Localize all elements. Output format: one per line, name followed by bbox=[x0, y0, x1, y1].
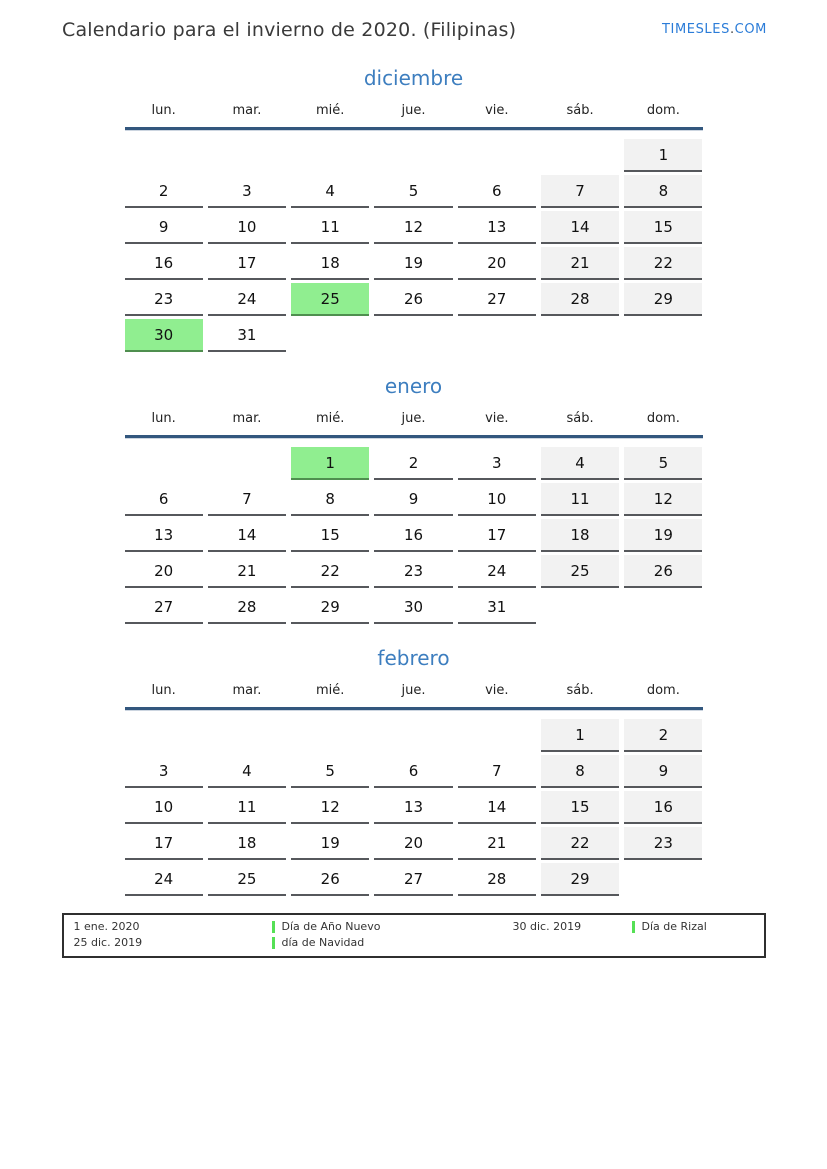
weekday-label: sáb. bbox=[566, 683, 594, 698]
day-cell: 15 bbox=[624, 211, 702, 244]
day-cell: 27 bbox=[125, 591, 203, 624]
day-cell: 16 bbox=[125, 247, 203, 280]
day-cell: 27 bbox=[374, 863, 452, 896]
day-cell: 27 bbox=[458, 283, 536, 316]
month-diciembre bbox=[125, 66, 703, 352]
weekday-label: mié. bbox=[316, 683, 345, 698]
day-cell: 11 bbox=[291, 211, 369, 244]
holiday-marker-icon bbox=[632, 921, 635, 933]
month-title: diciembre bbox=[363, 66, 464, 90]
day-cell: 2 bbox=[624, 719, 702, 752]
day-cell: 5 bbox=[291, 755, 369, 788]
day-cell: 28 bbox=[541, 283, 619, 316]
day-cell: 8 bbox=[541, 755, 619, 788]
day-cell: 4 bbox=[208, 755, 286, 788]
day-cell: 23 bbox=[125, 283, 203, 316]
empty-cell bbox=[458, 139, 536, 170]
header-separator bbox=[125, 707, 703, 711]
empty-cell bbox=[624, 319, 702, 350]
empty-cell bbox=[374, 319, 452, 350]
day-cell: 14 bbox=[541, 211, 619, 244]
day-cell: 1 bbox=[541, 719, 619, 752]
weekday-label: vie. bbox=[485, 103, 509, 118]
day-cell: 16 bbox=[374, 519, 452, 552]
day-cell: 18 bbox=[541, 519, 619, 552]
day-cell: 22 bbox=[291, 555, 369, 588]
day-cell: 6 bbox=[125, 483, 203, 516]
legend bbox=[62, 913, 766, 958]
day-cell: 13 bbox=[125, 519, 203, 552]
month-title: febrero bbox=[377, 646, 450, 670]
day-cell: 2 bbox=[374, 447, 452, 480]
holiday-marker-icon bbox=[272, 937, 275, 949]
legend-entry-label: Día de Año Nuevo bbox=[281, 920, 381, 933]
day-cell: 17 bbox=[208, 247, 286, 280]
day-cell: 13 bbox=[374, 791, 452, 824]
day-cell: 31 bbox=[208, 319, 286, 352]
empty-cell bbox=[374, 719, 452, 750]
empty-cell bbox=[624, 591, 702, 622]
day-cell: 19 bbox=[374, 247, 452, 280]
weekday-label: jue. bbox=[401, 103, 426, 118]
day-cell: 7 bbox=[541, 175, 619, 208]
weekday-label: vie. bbox=[485, 683, 509, 698]
empty-cell bbox=[541, 319, 619, 350]
brand-name: TIMESLES bbox=[661, 22, 730, 37]
day-cell: 23 bbox=[624, 827, 702, 860]
empty-cell bbox=[291, 139, 369, 170]
day-cell: 25 bbox=[208, 863, 286, 896]
month-enero bbox=[125, 374, 703, 624]
day-cell: 16 bbox=[624, 791, 702, 824]
day-cell: 3 bbox=[458, 447, 536, 480]
weekday-header-row bbox=[125, 103, 703, 127]
empty-cell bbox=[125, 719, 203, 750]
day-cell: 26 bbox=[291, 863, 369, 896]
empty-cell bbox=[125, 139, 203, 170]
day-cell: 22 bbox=[624, 247, 702, 280]
empty-cell bbox=[374, 139, 452, 170]
day-cell: 7 bbox=[208, 483, 286, 516]
day-cell: 29 bbox=[291, 591, 369, 624]
day-cell: 15 bbox=[291, 519, 369, 552]
day-cell: 30 bbox=[374, 591, 452, 624]
holiday-marker-icon bbox=[272, 921, 275, 933]
weekday-label: dom. bbox=[646, 103, 680, 118]
day-cell: 11 bbox=[541, 483, 619, 516]
day-cell: 24 bbox=[458, 555, 536, 588]
legend-entry bbox=[272, 920, 513, 934]
weekday-label: lun. bbox=[151, 411, 176, 426]
day-cell: 14 bbox=[208, 519, 286, 552]
day-cell: 20 bbox=[458, 247, 536, 280]
empty-cell bbox=[291, 319, 369, 350]
day-cell: 22 bbox=[541, 827, 619, 860]
header-separator bbox=[125, 435, 703, 439]
day-cell: 18 bbox=[208, 827, 286, 860]
day-cell: 14 bbox=[458, 791, 536, 824]
day-cell: 23 bbox=[374, 555, 452, 588]
weekday-label: jue. bbox=[401, 683, 426, 698]
legend-entry bbox=[632, 920, 754, 934]
month-title: enero bbox=[384, 374, 443, 398]
empty-cell bbox=[541, 139, 619, 170]
day-cell: 24 bbox=[125, 863, 203, 896]
empty-cell bbox=[291, 719, 369, 750]
empty-cell bbox=[541, 591, 619, 622]
legend-entry-label: día de Navidad bbox=[281, 936, 365, 949]
empty-cell bbox=[208, 139, 286, 170]
brand-dot: . bbox=[729, 22, 735, 37]
weekday-header-row bbox=[125, 411, 703, 435]
weekday-label: sáb. bbox=[566, 103, 594, 118]
day-cell: 5 bbox=[374, 175, 452, 208]
weekday-label: mar. bbox=[232, 683, 262, 698]
day-cell: 2 bbox=[125, 175, 203, 208]
legend-date: 30 dic. 2019 bbox=[512, 920, 582, 933]
day-cell: 7 bbox=[458, 755, 536, 788]
day-cell: 8 bbox=[624, 175, 702, 208]
month-febrero bbox=[125, 646, 703, 896]
weekday-label: jue. bbox=[401, 411, 426, 426]
empty-cell bbox=[208, 719, 286, 750]
day-cell: 5 bbox=[624, 447, 702, 480]
day-cell: 4 bbox=[291, 175, 369, 208]
weekday-header-row bbox=[125, 683, 703, 707]
day-cell: 6 bbox=[458, 175, 536, 208]
day-cell: 9 bbox=[624, 755, 702, 788]
day-cell: 10 bbox=[208, 211, 286, 244]
brand-tld: COM bbox=[734, 22, 767, 37]
day-cell: 30 bbox=[125, 319, 203, 352]
day-cell: 15 bbox=[541, 791, 619, 824]
page-title: Calendario para el invierno de 2020. (Filipinas) bbox=[62, 19, 517, 41]
legend-date: 25 dic. 2019 bbox=[73, 936, 143, 949]
day-cell: 17 bbox=[125, 827, 203, 860]
weekday-label: vie. bbox=[485, 411, 509, 426]
day-cell: 21 bbox=[541, 247, 619, 280]
day-cell: 26 bbox=[624, 555, 702, 588]
day-cell: 3 bbox=[208, 175, 286, 208]
day-cell: 28 bbox=[458, 863, 536, 896]
empty-cell bbox=[458, 719, 536, 750]
day-cell: 12 bbox=[291, 791, 369, 824]
day-cell: 24 bbox=[208, 283, 286, 316]
header-separator bbox=[125, 127, 703, 131]
weekday-label: mar. bbox=[232, 103, 262, 118]
legend-entry bbox=[272, 936, 513, 950]
day-cell: 8 bbox=[291, 483, 369, 516]
weekday-label: lun. bbox=[151, 103, 176, 118]
weekday-label: mié. bbox=[316, 411, 345, 426]
calendar bbox=[125, 66, 703, 896]
day-cell: 1 bbox=[624, 139, 702, 172]
day-cell: 29 bbox=[624, 283, 702, 316]
day-cell: 25 bbox=[541, 555, 619, 588]
day-cell: 3 bbox=[125, 755, 203, 788]
empty-cell bbox=[125, 447, 203, 478]
day-cell: 19 bbox=[624, 519, 702, 552]
day-cell: 10 bbox=[458, 483, 536, 516]
empty-cell bbox=[624, 863, 702, 894]
day-cell: 11 bbox=[208, 791, 286, 824]
brand-link[interactable] bbox=[662, 22, 767, 37]
day-cell: 20 bbox=[374, 827, 452, 860]
day-cell: 21 bbox=[208, 555, 286, 588]
day-cell: 19 bbox=[291, 827, 369, 860]
day-cell: 25 bbox=[291, 283, 369, 316]
day-cell: 6 bbox=[374, 755, 452, 788]
weekday-label: sáb. bbox=[566, 411, 594, 426]
day-cell: 12 bbox=[624, 483, 702, 516]
days-grid bbox=[125, 139, 703, 352]
empty-cell bbox=[208, 447, 286, 478]
weekday-label: mié. bbox=[316, 103, 345, 118]
day-cell: 12 bbox=[374, 211, 452, 244]
day-cell: 20 bbox=[125, 555, 203, 588]
weekday-label: dom. bbox=[646, 683, 680, 698]
day-cell: 26 bbox=[374, 283, 452, 316]
day-cell: 29 bbox=[541, 863, 619, 896]
days-grid bbox=[125, 719, 703, 896]
weekday-label: mar. bbox=[232, 411, 262, 426]
day-cell: 21 bbox=[458, 827, 536, 860]
weekday-label: dom. bbox=[646, 411, 680, 426]
day-cell: 28 bbox=[208, 591, 286, 624]
day-cell: 9 bbox=[125, 211, 203, 244]
day-cell: 10 bbox=[125, 791, 203, 824]
weekday-label: lun. bbox=[151, 683, 176, 698]
page-header bbox=[0, 0, 827, 41]
day-cell: 9 bbox=[374, 483, 452, 516]
day-cell: 1 bbox=[291, 447, 369, 480]
day-cell: 4 bbox=[541, 447, 619, 480]
day-cell: 17 bbox=[458, 519, 536, 552]
day-cell: 31 bbox=[458, 591, 536, 624]
day-cell: 18 bbox=[291, 247, 369, 280]
legend-date: 1 ene. 2020 bbox=[73, 920, 140, 933]
empty-cell bbox=[458, 319, 536, 350]
days-grid bbox=[125, 447, 703, 624]
day-cell: 13 bbox=[458, 211, 536, 244]
legend-entry-label: Día de Rizal bbox=[641, 920, 707, 933]
